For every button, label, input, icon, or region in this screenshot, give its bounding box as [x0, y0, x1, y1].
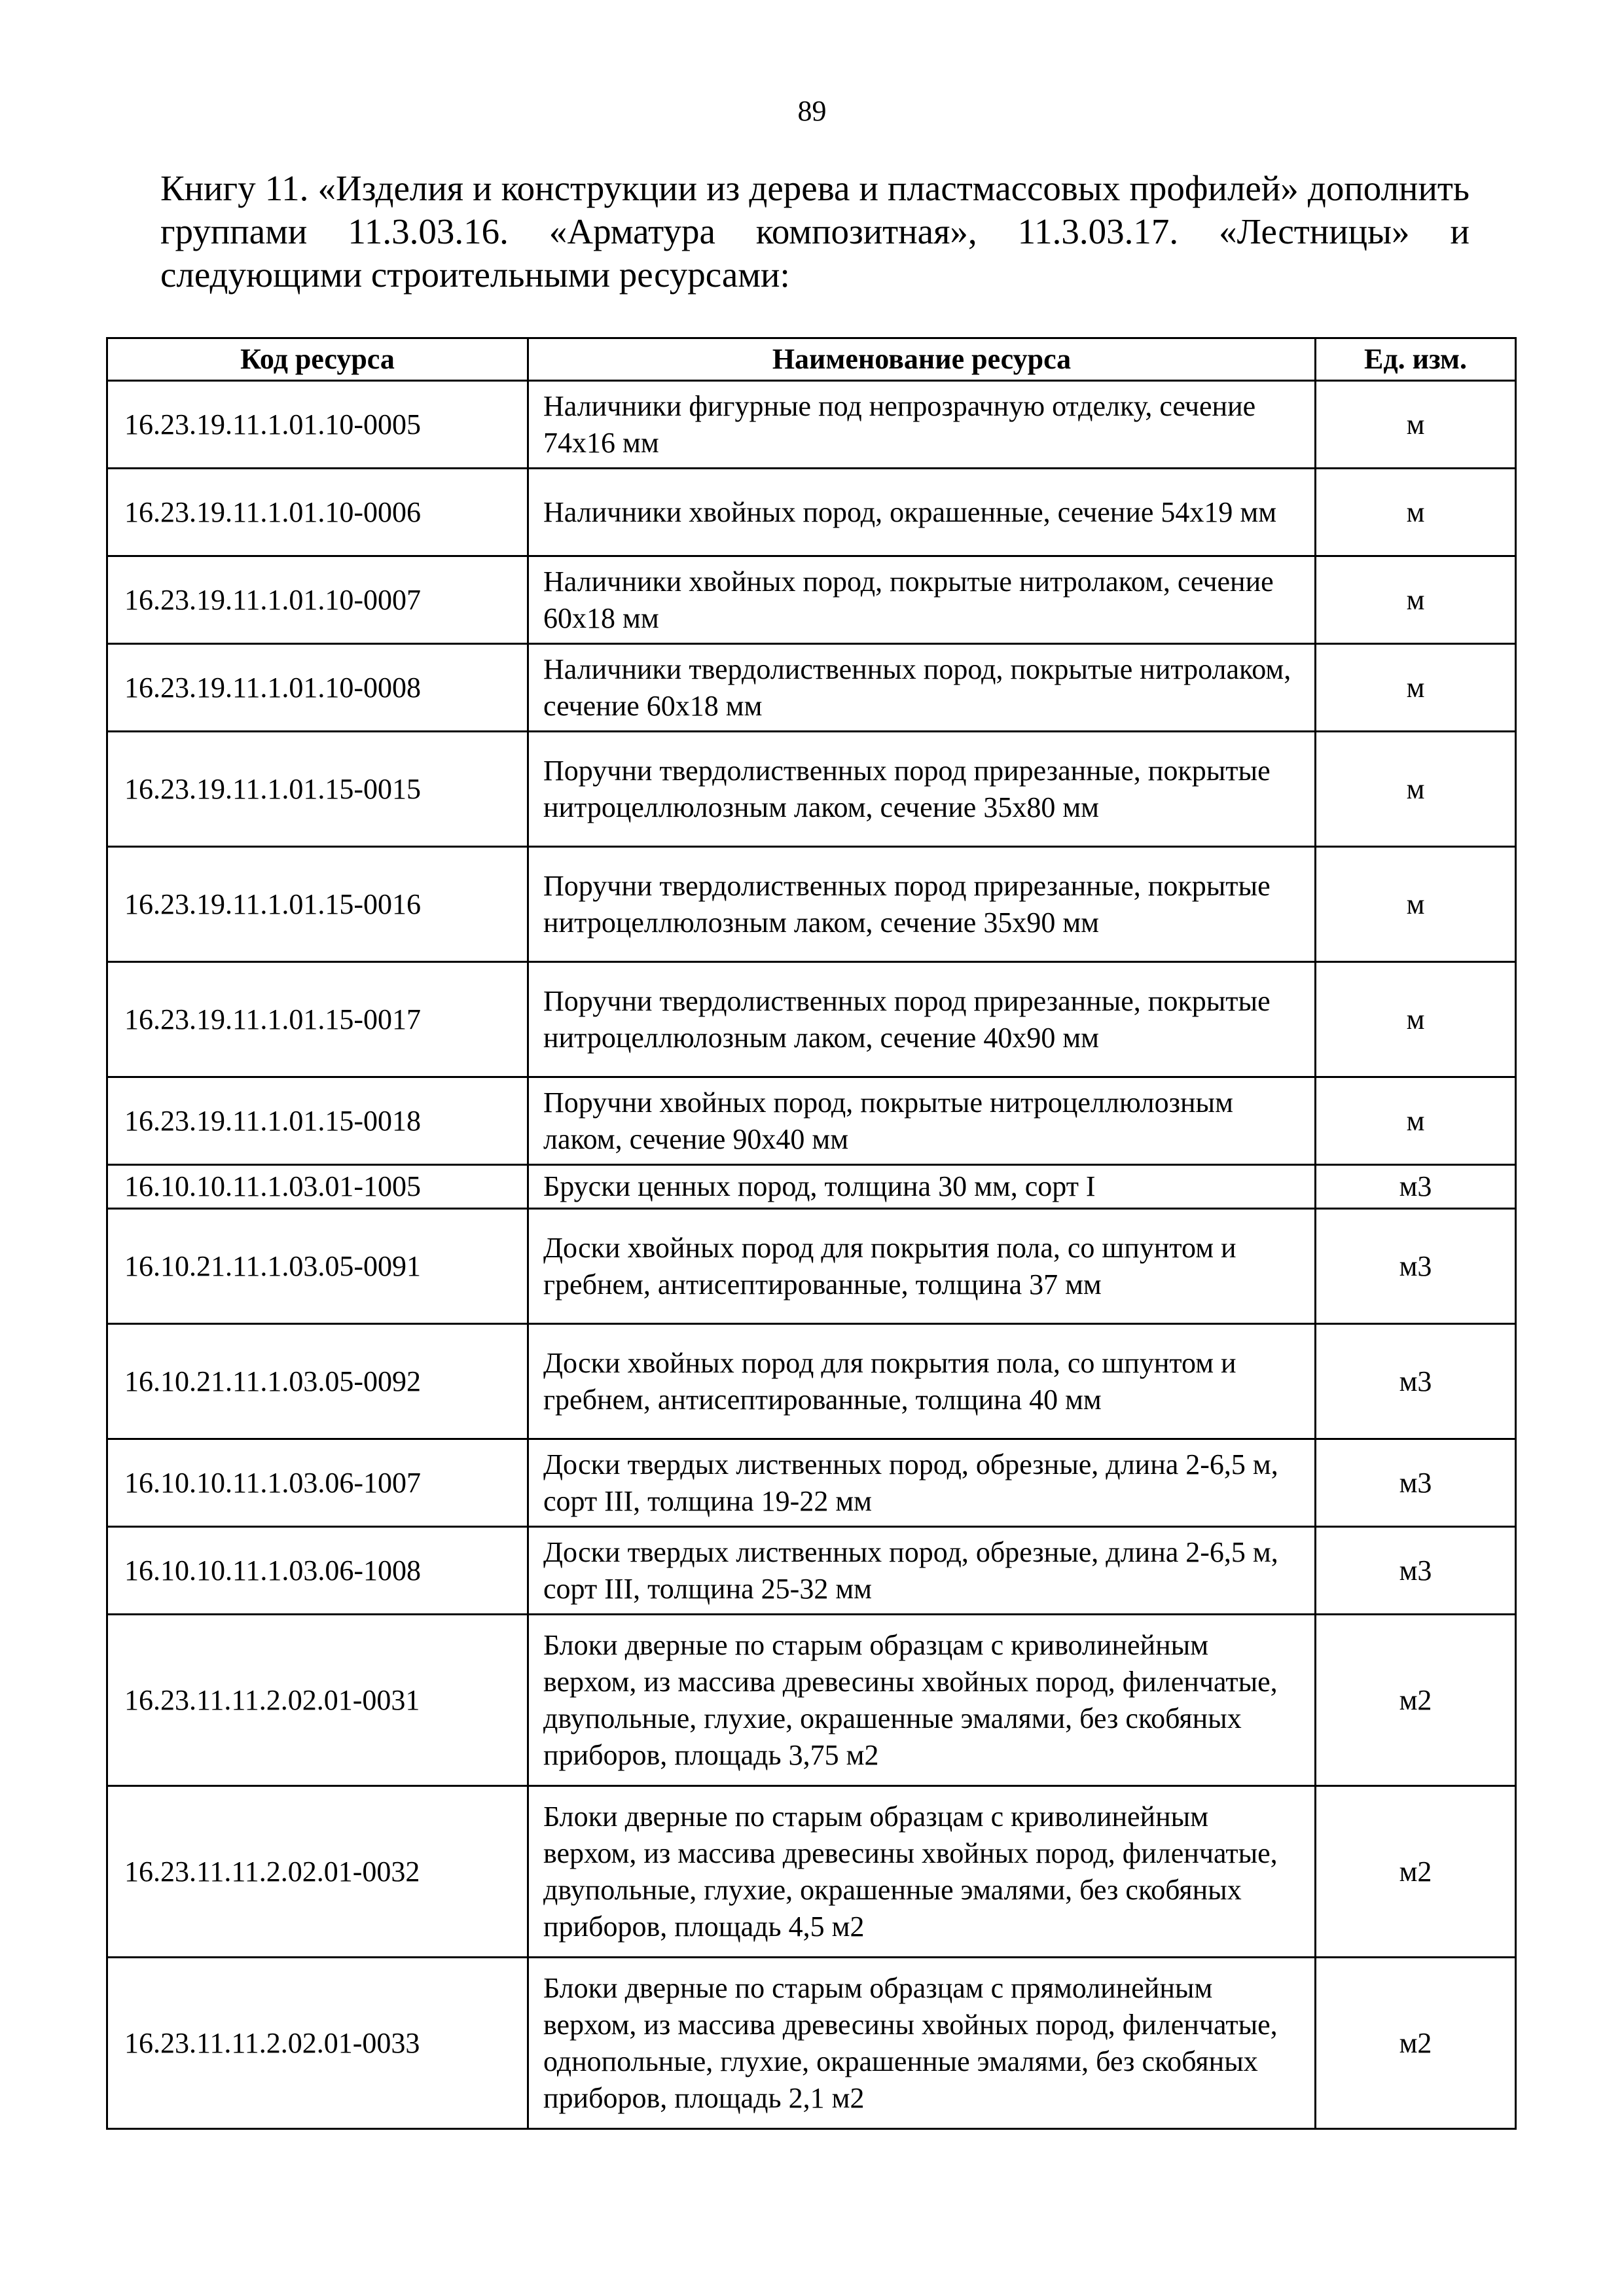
- resource-name: Доски твердых лиственных пород, обрезные, длина 2-6,5 м, сорт III, толщина 25-32 мм: [528, 1527, 1316, 1615]
- table-row: [107, 962, 1516, 1077]
- resource-name: Поручни твердолиственных пород прирезанные, покрытые нитроцеллюлозным лаком, сечение 40х90 мм: [528, 962, 1316, 1077]
- resource-name: Блоки дверные по старым образцам с криволинейным верхом, из массива древесины хвойных пород, филенчатые, двупольные, глухие, окрашенные эмалями, без скобяных приборов, площадь 4,5 м2: [528, 1786, 1316, 1958]
- resource-code: 16.23.11.11.2.02.01-0033: [107, 1958, 528, 2129]
- resource-unit: м: [1316, 556, 1516, 644]
- resource-name: Наличники хвойных пород, окрашенные, сечение 54х19 мм: [528, 469, 1316, 556]
- resource-code: 16.23.11.11.2.02.01-0032: [107, 1786, 528, 1958]
- resource-unit: м: [1316, 469, 1516, 556]
- resource-code: 16.23.19.11.1.01.15-0018: [107, 1077, 528, 1165]
- resource-name: Бруски ценных пород, толщина 30 мм, сорт I: [528, 1165, 1316, 1209]
- table-row: [107, 1324, 1516, 1439]
- page-number: 89: [797, 95, 827, 127]
- resource-name: Наличники хвойных пород, покрытые нитролаком, сечение 60х18 мм: [528, 556, 1316, 644]
- resource-name: Доски хвойных пород для покрытия пола, со шпунтом и гребнем, антисептированные, толщина 40 мм: [528, 1324, 1316, 1439]
- table-row: [107, 556, 1516, 644]
- intro-paragraph: Книгу 11. «Изделия и конструкции из дерева и пластмассовых профилей» дополнить группами 11.3.03.16. «Арматура композитная», 11.3.03.17. «Лестницы» и следующими строительными ресурсами:: [160, 168, 1470, 295]
- resource-code: 16.23.19.11.1.01.10-0007: [107, 556, 528, 644]
- resource-code: 16.10.10.11.1.03.01-1005: [107, 1165, 528, 1209]
- resource-unit: м: [1316, 381, 1516, 469]
- resource-unit: м2: [1316, 1958, 1516, 2129]
- resource-unit: м3: [1316, 1527, 1516, 1615]
- resource-code: 16.23.19.11.1.01.15-0015: [107, 732, 528, 847]
- header-code: Код ресурса: [107, 338, 528, 381]
- table-row: [107, 644, 1516, 732]
- table-row: [107, 1527, 1516, 1615]
- resource-code: 16.23.19.11.1.01.10-0006: [107, 469, 528, 556]
- resource-code: 16.10.10.11.1.03.06-1007: [107, 1439, 528, 1527]
- table-row: [107, 1209, 1516, 1324]
- resource-unit: м2: [1316, 1615, 1516, 1786]
- resource-name: Поручни твердолиственных пород прирезанные, покрытые нитроцеллюлозным лаком, сечение 35х90 мм: [528, 847, 1316, 962]
- table-header-row: [107, 338, 1516, 381]
- table-row: [107, 1165, 1516, 1209]
- resource-unit: м2: [1316, 1786, 1516, 1958]
- resource-name: Поручни твердолиственных пород прирезанные, покрытые нитроцеллюлозным лаком, сечение 35х80 мм: [528, 732, 1316, 847]
- resource-code: 16.23.19.11.1.01.15-0016: [107, 847, 528, 962]
- table-row: [107, 469, 1516, 556]
- header-name: Наименование ресурса: [528, 338, 1316, 381]
- table-row: [107, 847, 1516, 962]
- table-row: [107, 1615, 1516, 1786]
- resource-code: 16.10.10.11.1.03.06-1008: [107, 1527, 528, 1615]
- resource-code: 16.23.19.11.1.01.10-0008: [107, 644, 528, 732]
- table-row: [107, 1958, 1516, 2129]
- resource-code: 16.23.11.11.2.02.01-0031: [107, 1615, 528, 1786]
- table-row: [107, 1439, 1516, 1527]
- resource-name: Блоки дверные по старым образцам с прямолинейным верхом, из массива древесины хвойных пород, филенчатые, однопольные, глухие, окрашенные эмалями, без скобяных приборов, площадь 2,1 м2: [528, 1958, 1316, 2129]
- resource-unit: м: [1316, 1077, 1516, 1165]
- header-unit: Ед. изм.: [1316, 338, 1516, 381]
- resource-unit: м3: [1316, 1209, 1516, 1324]
- resource-unit: м3: [1316, 1324, 1516, 1439]
- resource-name: Доски твердых лиственных пород, обрезные, длина 2-6,5 м, сорт III, толщина 19-22 мм: [528, 1439, 1316, 1527]
- resources-table: [106, 337, 1517, 2130]
- table-row: [107, 381, 1516, 469]
- resource-unit: м: [1316, 962, 1516, 1077]
- resource-unit: м: [1316, 847, 1516, 962]
- table-row: [107, 1077, 1516, 1165]
- resource-name: Наличники твердолиственных пород, покрытые нитролаком, сечение 60х18 мм: [528, 644, 1316, 732]
- resource-unit: м3: [1316, 1439, 1516, 1527]
- resource-code: 16.23.19.11.1.01.15-0017: [107, 962, 528, 1077]
- resource-code: 16.23.19.11.1.01.10-0005: [107, 381, 528, 469]
- resource-code: 16.10.21.11.1.03.05-0091: [107, 1209, 528, 1324]
- resource-name: Наличники фигурные под непрозрачную отделку, сечение 74х16 мм: [528, 381, 1316, 469]
- resource-name: Доски хвойных пород для покрытия пола, со шпунтом и гребнем, антисептированные, толщина 37 мм: [528, 1209, 1316, 1324]
- resource-unit: м: [1316, 732, 1516, 847]
- resource-name: Поручни хвойных пород, покрытые нитроцеллюлозным лаком, сечение 90х40 мм: [528, 1077, 1316, 1165]
- resource-name: Блоки дверные по старым образцам с криволинейным верхом, из массива древесины хвойных пород, филенчатые, двупольные, глухие, окрашенные эмалями, без скобяных приборов, площадь 3,75 м2: [528, 1615, 1316, 1786]
- table-row: [107, 732, 1516, 847]
- resource-unit: м: [1316, 644, 1516, 732]
- table-row: [107, 1786, 1516, 1958]
- resource-unit: м3: [1316, 1165, 1516, 1209]
- resource-code: 16.10.21.11.1.03.05-0092: [107, 1324, 528, 1439]
